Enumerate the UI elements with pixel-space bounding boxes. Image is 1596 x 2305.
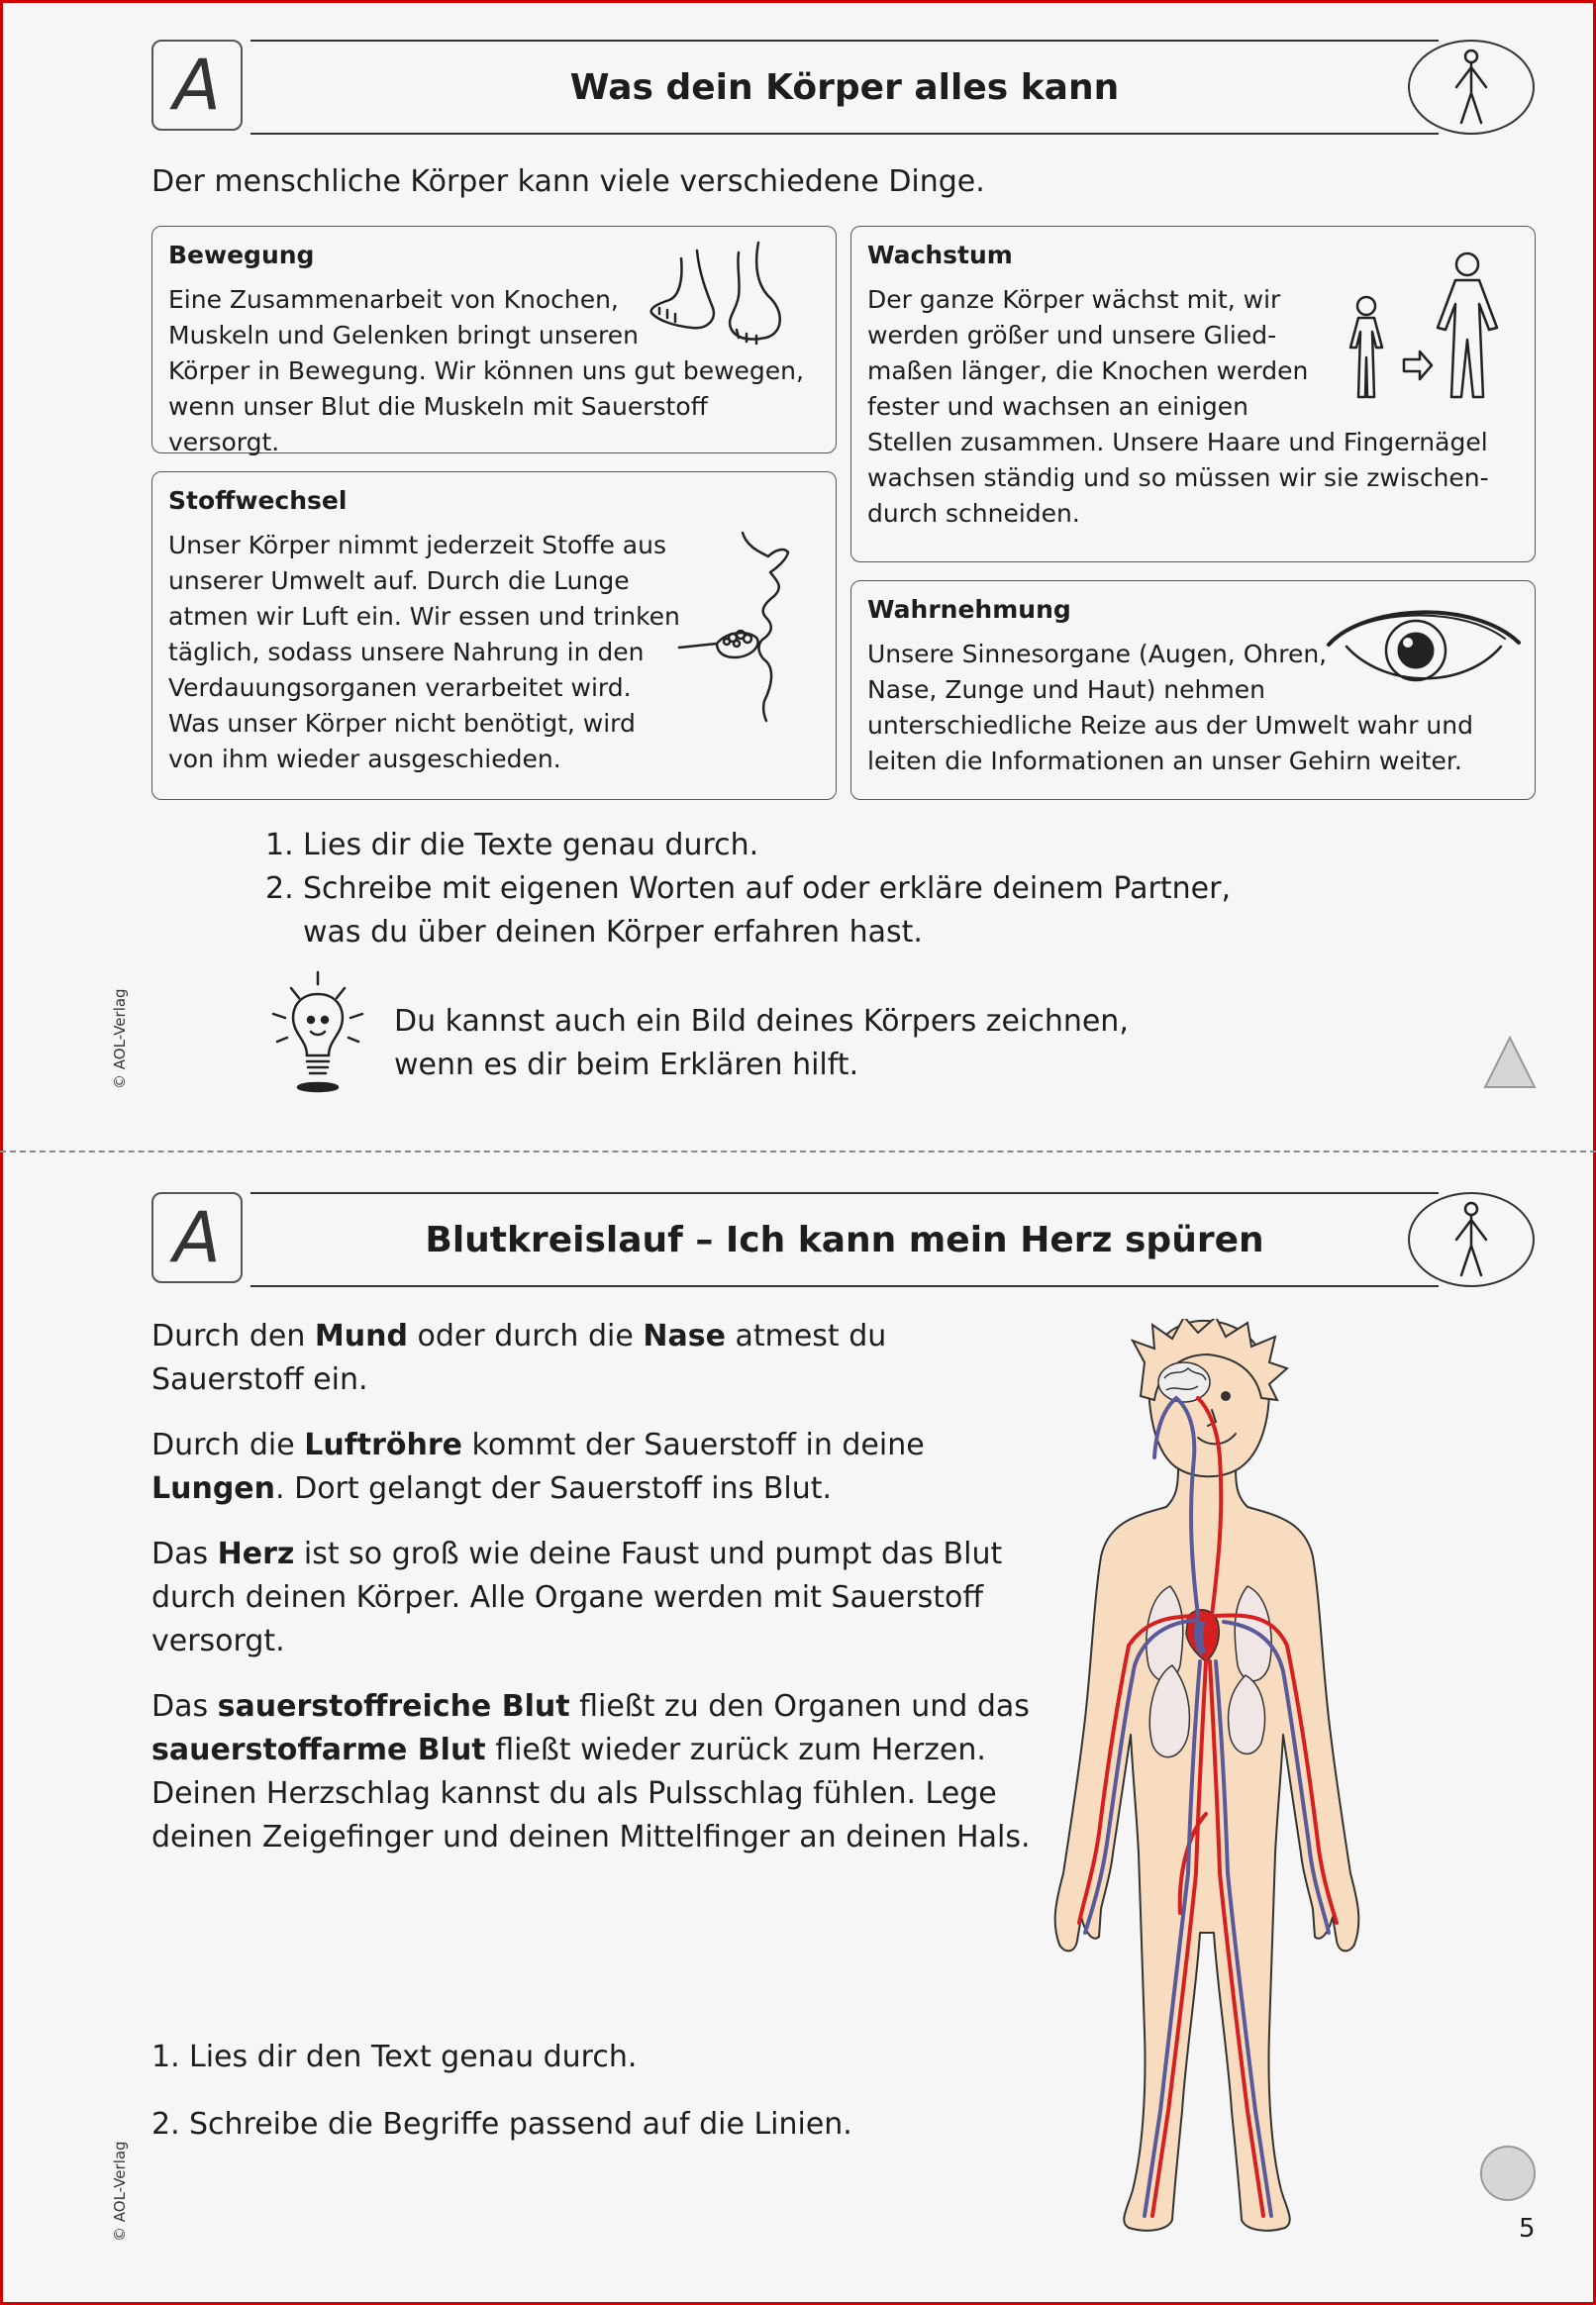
circulatory-system-illustration bbox=[1049, 1319, 1406, 2259]
info-box-wahrnehmung bbox=[850, 580, 1536, 800]
task-list bbox=[151, 2024, 852, 2158]
box-line: durch schneiden. bbox=[867, 499, 1080, 528]
info-box-stoffwechsel bbox=[151, 471, 837, 800]
worksheet-title: Blutkreislauf – Ich kann mein Herz spüren bbox=[250, 1192, 1439, 1287]
task-number: 1. bbox=[151, 2040, 180, 2074]
box-line: Was unser Körper nicht benötigt, wird bbox=[168, 709, 636, 738]
box-heading: Wahrnehmung bbox=[867, 595, 1071, 624]
task-text: Schreibe die Begriffe passend auf die Linien. bbox=[189, 2107, 852, 2142]
intro-text: Der menschliche Körper kann viele verschiedene Dinge. bbox=[151, 164, 985, 199]
worksheet-title: Was dein Körper alles kann bbox=[250, 40, 1439, 135]
difficulty-triangle-icon bbox=[1482, 1035, 1538, 1090]
paragraph-text: atmest du Sauerstoff ein. bbox=[151, 1319, 887, 1397]
task-text: Schreibe mit eigenen Worten auf oder erkläre deinem Partner, bbox=[303, 871, 1231, 906]
task-number: 2. bbox=[151, 2107, 180, 2142]
box-heading: Stoffwechsel bbox=[168, 486, 348, 515]
box-line: leiten die Informationen an unser Gehirn weiter. bbox=[867, 747, 1462, 775]
tip-line: Du kannst auch ein Bild deines Körpers zeichnen, bbox=[394, 1004, 1129, 1039]
box-line: Körper in Bewegung. Wir können uns gut bewegen, bbox=[168, 356, 804, 385]
body-paragraph bbox=[151, 1533, 1043, 1663]
paragraph-text: oder durch die bbox=[407, 1319, 644, 1353]
page-number: 5 bbox=[1519, 2214, 1536, 2244]
worksheet-bottom bbox=[0, 1152, 1596, 2305]
paragraph-text: Das bbox=[151, 1689, 218, 1724]
key-term: sauerstoffarme Blut bbox=[151, 1733, 486, 1767]
box-line: wachsen ständig und so müssen wir sie zwischen- bbox=[867, 463, 1489, 492]
box-line: unterschiedliche Reize aus der Umwelt wahr und bbox=[867, 711, 1473, 740]
key-term: Lungen bbox=[151, 1471, 276, 1506]
box-line: von ihm wieder ausgeschieden. bbox=[168, 745, 561, 773]
box-line: Nase, Zunge und Haut) nehmen bbox=[867, 675, 1265, 704]
info-box-bewegung bbox=[151, 226, 837, 456]
box-heading: Wachstum bbox=[867, 241, 1013, 269]
person-figure-icon bbox=[1408, 1192, 1535, 1287]
person-figure-icon bbox=[1408, 40, 1535, 135]
box-line: täglich, sodass unsere Nahrung in den bbox=[168, 638, 645, 666]
paragraph-text: kommt der Sauerstoff in deine bbox=[462, 1428, 925, 1462]
box-line: Eine Zusammenarbeit von Knochen, bbox=[168, 285, 619, 314]
copyright-notice: © AOL-Verlag bbox=[111, 2141, 129, 2242]
paragraph-text: fließt wieder zurück zum Herzen. Deinen Herzschlag kannst du als Pulsschlag fühlen. Lege deinen Zeigefinger und deinen Mittelfinger an deinen Hals. bbox=[151, 1733, 1031, 1854]
key-term: Nase bbox=[643, 1319, 726, 1353]
copyright-notice: © AOL-Verlag bbox=[111, 988, 129, 1089]
box-line: wenn unser Blut die Muskeln mit Sauerstoff versorgt. bbox=[168, 392, 708, 456]
info-box-wachstum bbox=[850, 226, 1536, 562]
level-letter-box: A bbox=[151, 1192, 243, 1283]
task-item bbox=[151, 2091, 852, 2158]
key-term: Luftröhre bbox=[304, 1428, 462, 1462]
box-line: Unser Körper nimmt jederzeit Stoffe aus bbox=[168, 531, 666, 559]
body-text bbox=[151, 1315, 1043, 1881]
task-item bbox=[265, 824, 1231, 867]
box-line: werden größer und unsere Glied- bbox=[867, 321, 1277, 350]
box-line: Verdauungsorganen verarbeitet wird. bbox=[168, 673, 632, 702]
body-paragraph bbox=[151, 1315, 1043, 1402]
task-text: Lies dir die Texte genau durch. bbox=[303, 828, 759, 862]
tip-text bbox=[394, 1000, 1129, 1087]
worksheet-top bbox=[0, 0, 1596, 1151]
box-line: fester und wachsen an einigen bbox=[867, 392, 1248, 421]
paragraph-text: fließt zu den Organen und das bbox=[569, 1689, 1030, 1724]
task-item bbox=[151, 2024, 852, 2091]
key-term: Mund bbox=[314, 1319, 408, 1353]
box-line: atmen wir Luft ein. Wir essen und trinken bbox=[168, 602, 680, 631]
task-list bbox=[265, 824, 1231, 954]
body-paragraph bbox=[151, 1424, 1043, 1511]
task-item bbox=[265, 867, 1231, 954]
box-line: Unsere Sinnesorgane (Augen, Ohren, bbox=[867, 640, 1328, 668]
tip-line: wenn es dir beim Erklären hilft. bbox=[394, 1048, 859, 1082]
paragraph-text: Das bbox=[151, 1537, 218, 1571]
box-line: Muskeln und Gelenken bringt unseren bbox=[168, 321, 639, 350]
task-number: 2. bbox=[265, 871, 294, 906]
body-paragraph bbox=[151, 1685, 1043, 1859]
box-line: maßen länger, die Knochen werden bbox=[867, 356, 1309, 385]
paragraph-text: ist so groß wie deine Faust und pumpt das Blut durch deinen Körper. Alle Organe werden mit Sauerstoff versorgt. bbox=[151, 1537, 1003, 1658]
paragraph-text: Durch die bbox=[151, 1428, 305, 1462]
box-heading: Bewegung bbox=[168, 241, 315, 269]
key-term: sauerstoffreiche Blut bbox=[217, 1689, 570, 1724]
box-line: unserer Umwelt auf. Durch die Lunge bbox=[168, 566, 630, 595]
level-letter-box: A bbox=[151, 40, 243, 131]
difficulty-circle-icon bbox=[1480, 2146, 1536, 2201]
task-number: 1. bbox=[265, 828, 294, 862]
box-line: Stellen zusammen. Unsere Haare und Fingernägel bbox=[867, 428, 1488, 456]
task-text: Lies dir den Text genau durch. bbox=[189, 2040, 638, 2074]
lightbulb-tip-icon bbox=[263, 968, 372, 1095]
paragraph-text: . Dort gelangt der Sauerstoff ins Blut. bbox=[275, 1471, 833, 1506]
key-term: Herz bbox=[217, 1537, 295, 1571]
box-line: Der ganze Körper wächst mit, wir bbox=[867, 285, 1281, 314]
paragraph-text: Durch den bbox=[151, 1319, 315, 1353]
task-text: was du über deinen Körper erfahren hast. bbox=[303, 915, 923, 950]
